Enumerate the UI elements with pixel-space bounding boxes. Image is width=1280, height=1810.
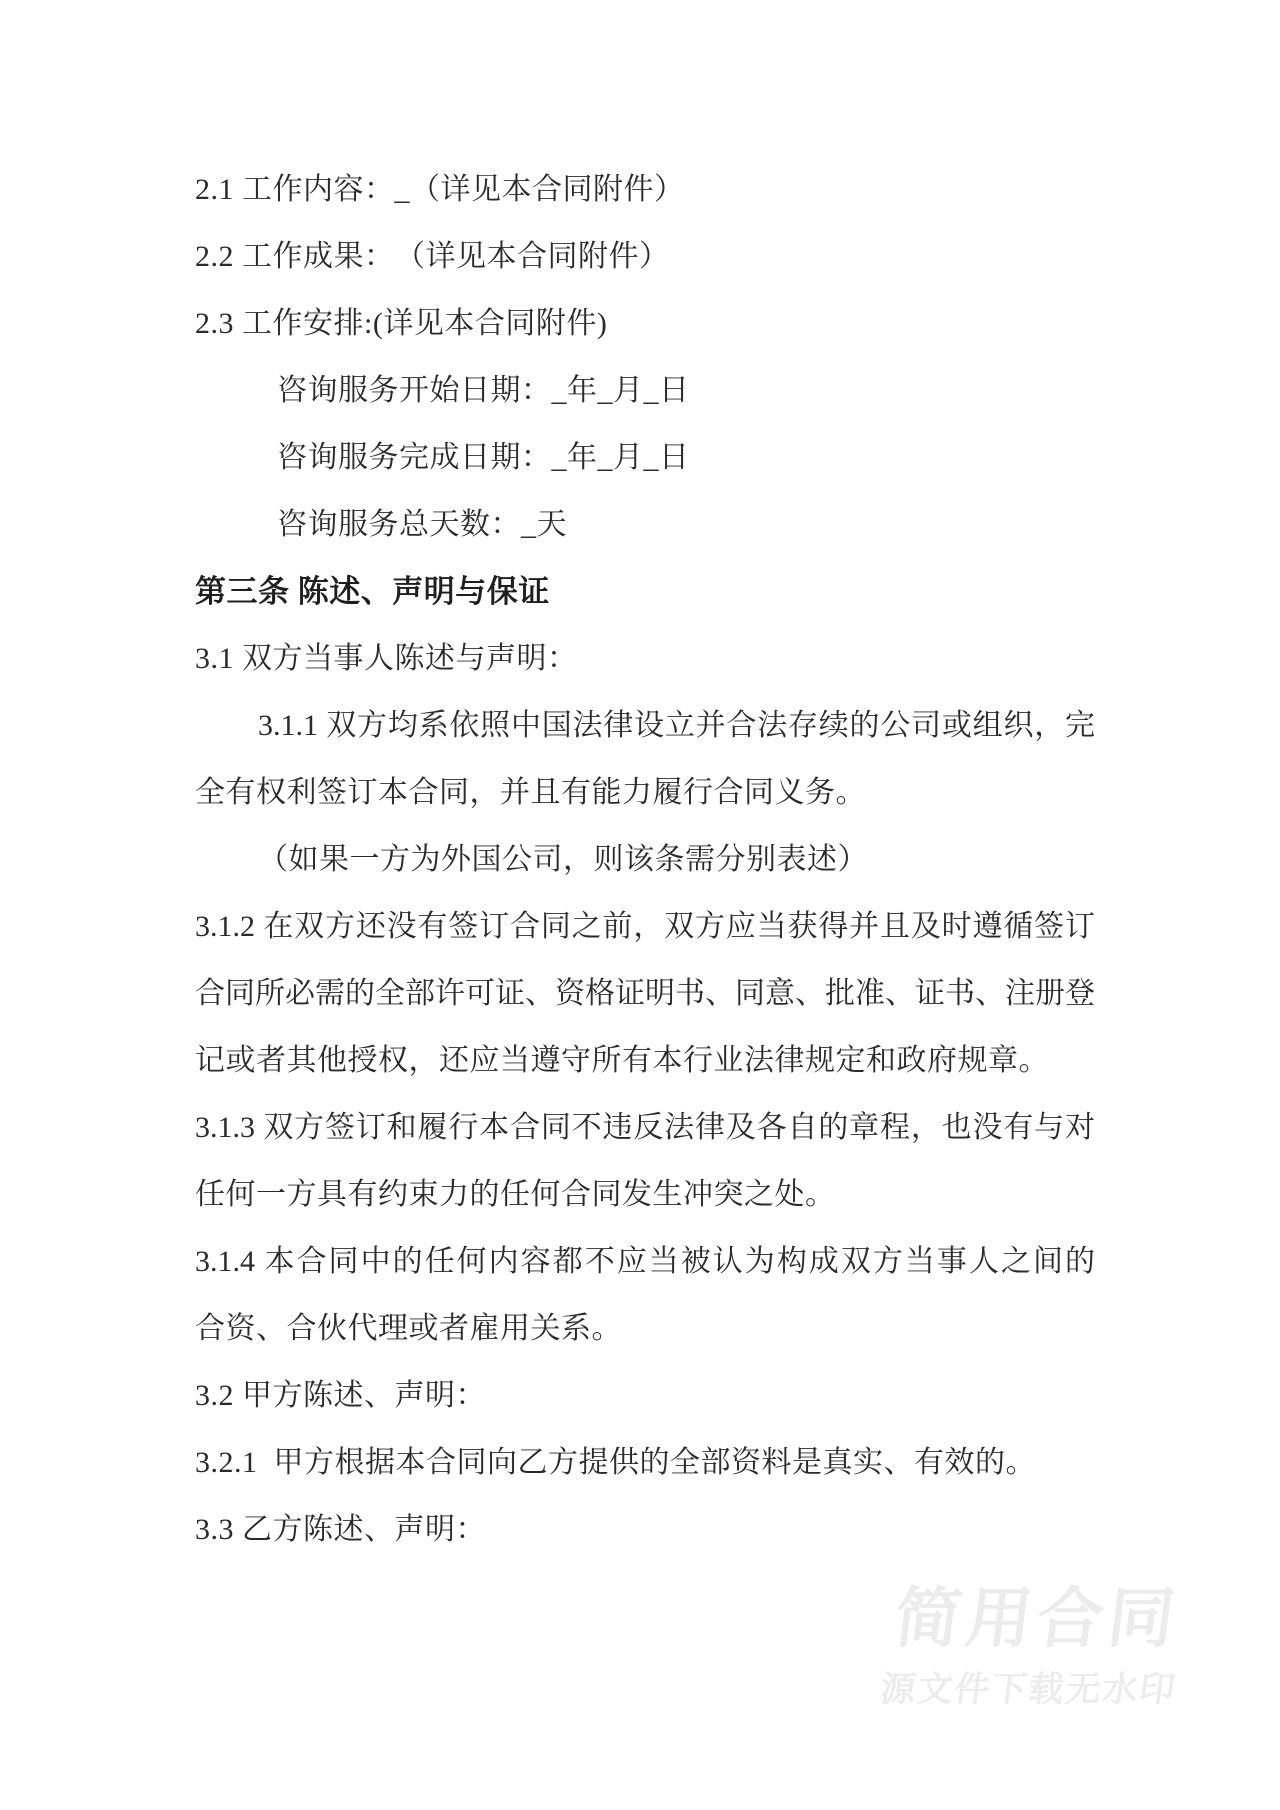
clause-3-1-3-line1: 3.1.3 双方签订和履行本合同不违反法律及各自的章程，也没有与对 [195, 1111, 1095, 1144]
clause-3-2-1: 3.2.1 甲方根据本合同向乙方提供的全部资料是真实、有效的。 [195, 1446, 1036, 1479]
clause-3-3: 3.3 乙方陈述、声明： [195, 1513, 486, 1546]
clause-2-3: 2.3 工作安排:(详见本合同附件) [195, 307, 608, 340]
watermark-subtitle: 源文件下载无水印 [878, 1670, 1179, 1709]
clause-3-2: 3.2 甲方陈述、声明： [195, 1379, 486, 1412]
watermark-title: 简用合同 [890, 1581, 1184, 1655]
clause-3-1-2-line3: 记或者其他授权，还应当遵守所有本行业法律规定和政府规章。 [195, 1044, 1049, 1077]
clause-3-1-1-line1: 3.1.1 双方均系依照中国法律设立并合法存续的公司或组织，完 [258, 709, 1095, 742]
contract-body [195, 156, 1095, 1563]
clause-3-1-4-line1: 3.1.4 本合同中的任何内容都不应当被认为构成双方当事人之间的 [195, 1245, 1095, 1278]
section-3-heading: 第三条 陈述、声明与保证 [195, 574, 550, 609]
clause-3-1-4-line2: 合资、合伙代理或者雇用关系。 [195, 1312, 622, 1345]
clause-3-1: 3.1 双方当事人陈述与声明： [195, 642, 578, 675]
watermark [868, 1582, 1199, 1708]
service-finish-date-line: 咨询服务完成日期：_年_月_日 [277, 441, 690, 474]
clause-2-1: 2.1 工作内容：_（详见本合同附件） [195, 173, 685, 206]
clause-3-1-2-line2: 合同所必需的全部许可证、资格证明书、同意、批准、证书、注册登 [195, 977, 1095, 1010]
clause-2-2: 2.2 工作成果： （详见本合同附件） [195, 240, 670, 273]
clause-3-1-2-line1: 3.1.2 在双方还没有签订合同之前，双方应当获得并且及时遵循签订 [195, 910, 1095, 943]
service-start-date-line: 咨询服务开始日期：_年_月_日 [277, 374, 690, 407]
clause-3-1-3-line2: 任何一方具有约束力的任何合同发生冲突之处。 [195, 1178, 836, 1211]
service-total-days-line: 咨询服务总天数：_天 [277, 508, 567, 541]
clause-3-1-1-note: （如果一方为外国公司，则该条需分别表述） [258, 843, 868, 876]
clause-3-1-1-line2: 全有权利签订本合同，并且有能力履行合同义务。 [195, 776, 866, 809]
